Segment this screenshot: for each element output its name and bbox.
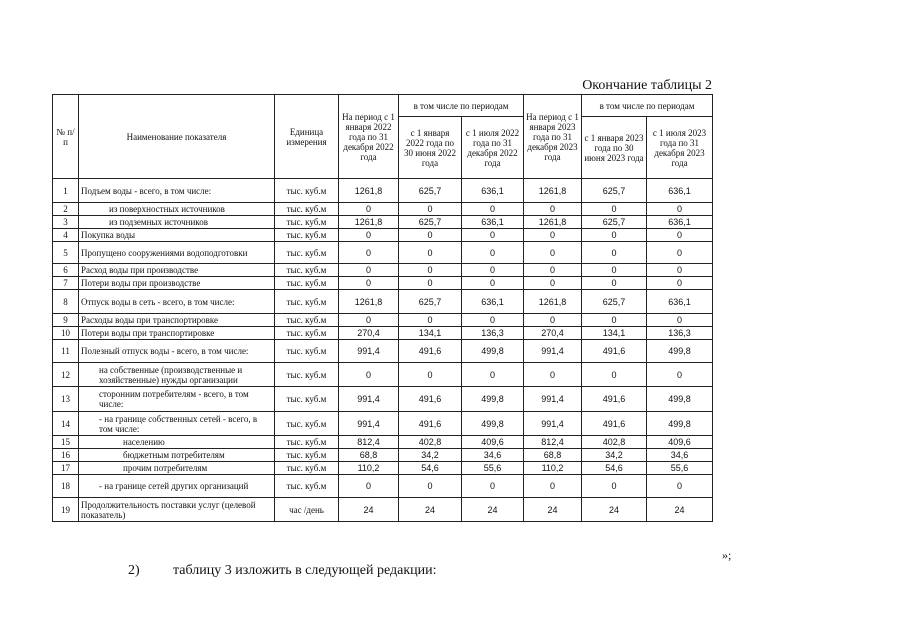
header-period-2022: На период с 1 января 2022 года по 31 декабря 2022 года [339, 95, 399, 179]
table-row [53, 475, 713, 498]
header-period-2023: На период с 1 января 2023 года по 31 декабря 2023 года [524, 95, 582, 179]
row-value: 0 [462, 314, 524, 327]
row-value: 0 [399, 363, 462, 387]
row-value: 0 [339, 475, 399, 498]
row-unit: тыс. куб.м [275, 436, 339, 449]
row-value: 0 [524, 264, 582, 277]
row-number: 4 [53, 229, 79, 242]
table-row [53, 264, 713, 277]
paragraph-text: таблицу 3 изложить в следующей редакции: [173, 563, 437, 578]
row-indicator: - на границе сетей других организаций [79, 475, 275, 498]
row-value: 0 [582, 229, 647, 242]
row-value: 24 [647, 498, 713, 522]
row-indicator: Покупка воды [79, 229, 275, 242]
row-value: 1261,8 [339, 216, 399, 229]
row-value: 1261,8 [524, 290, 582, 314]
paragraph-number: 2) [128, 563, 140, 578]
row-value: 0 [647, 277, 713, 290]
table-row [53, 340, 713, 363]
row-value: 0 [339, 203, 399, 216]
table-body [53, 179, 713, 522]
table-row [53, 327, 713, 340]
table-row [53, 449, 713, 462]
row-number: 8 [53, 290, 79, 314]
row-value: 0 [339, 277, 399, 290]
row-value: 0 [524, 363, 582, 387]
row-value: 270,4 [524, 327, 582, 340]
row-value: 499,8 [462, 412, 524, 436]
row-value: 402,8 [399, 436, 462, 449]
row-value: 0 [399, 277, 462, 290]
row-value: 625,7 [582, 179, 647, 203]
row-unit: тыс. куб.м [275, 277, 339, 290]
row-unit: тыс. куб.м [275, 449, 339, 462]
row-value: 34,2 [582, 449, 647, 462]
row-value: 0 [339, 314, 399, 327]
header-indicator: Наименование показателя [79, 95, 275, 179]
row-number: 7 [53, 277, 79, 290]
row-value: 499,8 [647, 387, 713, 412]
table-row [53, 436, 713, 449]
row-value: 0 [647, 264, 713, 277]
row-value: 54,6 [399, 462, 462, 475]
row-value: 0 [647, 314, 713, 327]
row-value: 636,1 [647, 179, 713, 203]
row-number: 18 [53, 475, 79, 498]
row-value: 34,2 [399, 449, 462, 462]
row-value: 0 [462, 277, 524, 290]
row-value: 991,4 [339, 412, 399, 436]
row-indicator: Пропущено сооружениями водоподготовки [79, 242, 275, 264]
row-value: 24 [524, 498, 582, 522]
row-value: 0 [339, 229, 399, 242]
row-value: 499,8 [647, 412, 713, 436]
row-unit: тыс. куб.м [275, 412, 339, 436]
header-incl-2022: в том числе по периодам [399, 95, 524, 117]
row-value: 0 [647, 203, 713, 216]
row-unit: тыс. куб.м [275, 216, 339, 229]
row-value: 636,1 [647, 216, 713, 229]
row-value: 991,4 [524, 340, 582, 363]
row-unit: тыс. куб.м [275, 179, 339, 203]
table-caption: Окончание таблицы 2 [582, 78, 712, 93]
row-indicator: прочим потребителям [79, 462, 275, 475]
row-value: 491,6 [582, 387, 647, 412]
row-indicator: - на границе собственных сетей - всего, в том числе: [79, 412, 275, 436]
row-value: 491,6 [582, 340, 647, 363]
table-row [53, 363, 713, 387]
row-value: 55,6 [462, 462, 524, 475]
row-value: 0 [399, 314, 462, 327]
row-value: 0 [399, 475, 462, 498]
row-value: 499,8 [647, 340, 713, 363]
row-number: 15 [53, 436, 79, 449]
row-number: 5 [53, 242, 79, 264]
row-value: 110,2 [339, 462, 399, 475]
row-indicator: на собственные (производственные и хозяйственные) нужды организации [79, 363, 275, 387]
row-value: 0 [582, 242, 647, 264]
row-value: 991,4 [339, 387, 399, 412]
row-value: 1261,8 [524, 179, 582, 203]
row-unit: тыс. куб.м [275, 340, 339, 363]
row-value: 409,6 [462, 436, 524, 449]
row-unit: тыс. куб.м [275, 327, 339, 340]
water-supply-table [52, 94, 713, 522]
table-row [53, 242, 713, 264]
row-value: 625,7 [582, 216, 647, 229]
row-value: 402,8 [582, 436, 647, 449]
row-value: 812,4 [339, 436, 399, 449]
row-value: 0 [462, 242, 524, 264]
row-value: 0 [647, 229, 713, 242]
row-indicator: Потери воды при производстве [79, 277, 275, 290]
row-value: 0 [524, 203, 582, 216]
row-value: 991,4 [339, 340, 399, 363]
row-value: 68,8 [524, 449, 582, 462]
row-indicator: Потери воды при транспортировке [79, 327, 275, 340]
row-value: 499,8 [462, 340, 524, 363]
row-value: 0 [647, 475, 713, 498]
row-value: 34,6 [462, 449, 524, 462]
row-value: 491,6 [399, 340, 462, 363]
row-indicator: Полезный отпуск воды - всего, в том числе: [79, 340, 275, 363]
header-2022-h2: с 1 июля 2022 года по 31 декабря 2022 года [462, 117, 524, 179]
table-row [53, 290, 713, 314]
row-value: 0 [399, 242, 462, 264]
row-value: 0 [462, 475, 524, 498]
row-number: 1 [53, 179, 79, 203]
row-indicator: сторонним потребителям - всего, в том числе: [79, 387, 275, 412]
header-number: № п/п [53, 95, 79, 179]
table-row [53, 216, 713, 229]
row-value: 0 [399, 203, 462, 216]
row-unit: тыс. куб.м [275, 229, 339, 242]
row-number: 3 [53, 216, 79, 229]
row-number: 17 [53, 462, 79, 475]
row-number: 12 [53, 363, 79, 387]
row-value: 270,4 [339, 327, 399, 340]
row-value: 68,8 [339, 449, 399, 462]
row-indicator: из поверхностных источников [79, 203, 275, 216]
row-value: 625,7 [399, 290, 462, 314]
row-value: 0 [524, 277, 582, 290]
row-value: 0 [399, 229, 462, 242]
row-value: 0 [462, 203, 524, 216]
row-value: 0 [582, 475, 647, 498]
row-value: 991,4 [524, 387, 582, 412]
row-indicator: из подземных источников [79, 216, 275, 229]
row-value: 134,1 [399, 327, 462, 340]
row-unit: тыс. куб.м [275, 264, 339, 277]
row-value: 24 [339, 498, 399, 522]
row-value: 0 [524, 475, 582, 498]
row-value: 491,6 [399, 387, 462, 412]
row-value: 0 [582, 277, 647, 290]
row-unit: час /день [275, 498, 339, 522]
row-value: 136,3 [647, 327, 713, 340]
row-value: 0 [582, 314, 647, 327]
row-value: 636,1 [462, 290, 524, 314]
row-indicator: Продолжительность поставки услуг (целевой показатель) [79, 498, 275, 522]
header-unit: Единица измерения [275, 95, 339, 179]
header-2023-h1: с 1 января 2023 года по 30 июня 2023 года [582, 117, 647, 179]
row-value: 136,3 [462, 327, 524, 340]
row-number: 19 [53, 498, 79, 522]
row-indicator: Расходы воды при транспортировке [79, 314, 275, 327]
row-value: 0 [647, 363, 713, 387]
row-value: 1261,8 [339, 290, 399, 314]
row-value: 1261,8 [524, 216, 582, 229]
header-incl-2023: в том числе по периодам [582, 95, 713, 117]
row-value: 0 [524, 242, 582, 264]
header-2022-h1: с 1 января 2022 года по 30 июня 2022 года [399, 117, 462, 179]
row-value: 625,7 [582, 290, 647, 314]
row-value: 110,2 [524, 462, 582, 475]
row-indicator: населению [79, 436, 275, 449]
row-indicator: Подъем воды - всего, в том числе: [79, 179, 275, 203]
row-unit: тыс. куб.м [275, 290, 339, 314]
row-value: 54,6 [582, 462, 647, 475]
row-unit: тыс. куб.м [275, 314, 339, 327]
row-value: 34,6 [647, 449, 713, 462]
row-value: 24 [582, 498, 647, 522]
row-value: 134,1 [582, 327, 647, 340]
row-value: 0 [462, 264, 524, 277]
row-indicator: Расход воды при производстве [79, 264, 275, 277]
table-row [53, 229, 713, 242]
row-indicator: бюджетным потребителям [79, 449, 275, 462]
row-value: 636,1 [462, 179, 524, 203]
table-row [53, 498, 713, 522]
row-value: 0 [339, 363, 399, 387]
row-unit: тыс. куб.м [275, 203, 339, 216]
row-number: 6 [53, 264, 79, 277]
row-value: 499,8 [462, 387, 524, 412]
table-row [53, 314, 713, 327]
row-unit: тыс. куб.м [275, 242, 339, 264]
row-value: 0 [462, 229, 524, 242]
row-unit: тыс. куб.м [275, 462, 339, 475]
row-value: 24 [399, 498, 462, 522]
row-value: 0 [339, 242, 399, 264]
table-row [53, 412, 713, 436]
table-row [53, 462, 713, 475]
row-number: 16 [53, 449, 79, 462]
table-row [53, 277, 713, 290]
row-value: 0 [524, 314, 582, 327]
row-value: 0 [582, 264, 647, 277]
row-value: 636,1 [462, 216, 524, 229]
row-number: 10 [53, 327, 79, 340]
row-value: 0 [582, 363, 647, 387]
row-value: 0 [647, 242, 713, 264]
row-number: 11 [53, 340, 79, 363]
row-indicator: Отпуск воды в сеть - всего, в том числе: [79, 290, 275, 314]
row-number: 2 [53, 203, 79, 216]
row-number: 13 [53, 387, 79, 412]
row-value: 0 [462, 363, 524, 387]
row-unit: тыс. куб.м [275, 363, 339, 387]
row-value: 55,6 [647, 462, 713, 475]
table-row [53, 387, 713, 412]
row-value: 24 [462, 498, 524, 522]
row-value: 636,1 [647, 290, 713, 314]
row-value: 491,6 [399, 412, 462, 436]
row-value: 625,7 [399, 216, 462, 229]
row-value: 625,7 [399, 179, 462, 203]
row-value: 1261,8 [339, 179, 399, 203]
row-value: 409,6 [647, 436, 713, 449]
row-value: 0 [399, 264, 462, 277]
row-unit: тыс. куб.м [275, 475, 339, 498]
row-number: 9 [53, 314, 79, 327]
closing-quote: »; [722, 548, 732, 562]
row-value: 0 [524, 229, 582, 242]
row-value: 0 [582, 203, 647, 216]
row-value: 491,6 [582, 412, 647, 436]
header-2023-h2: с 1 июля 2023 года по 31 декабря 2023 года [647, 117, 713, 179]
row-value: 0 [339, 264, 399, 277]
row-value: 812,4 [524, 436, 582, 449]
row-value: 991,4 [524, 412, 582, 436]
amendment-paragraph [128, 563, 437, 579]
table-row [53, 179, 713, 203]
row-number: 14 [53, 412, 79, 436]
table-row [53, 203, 713, 216]
row-unit: тыс. куб.м [275, 387, 339, 412]
